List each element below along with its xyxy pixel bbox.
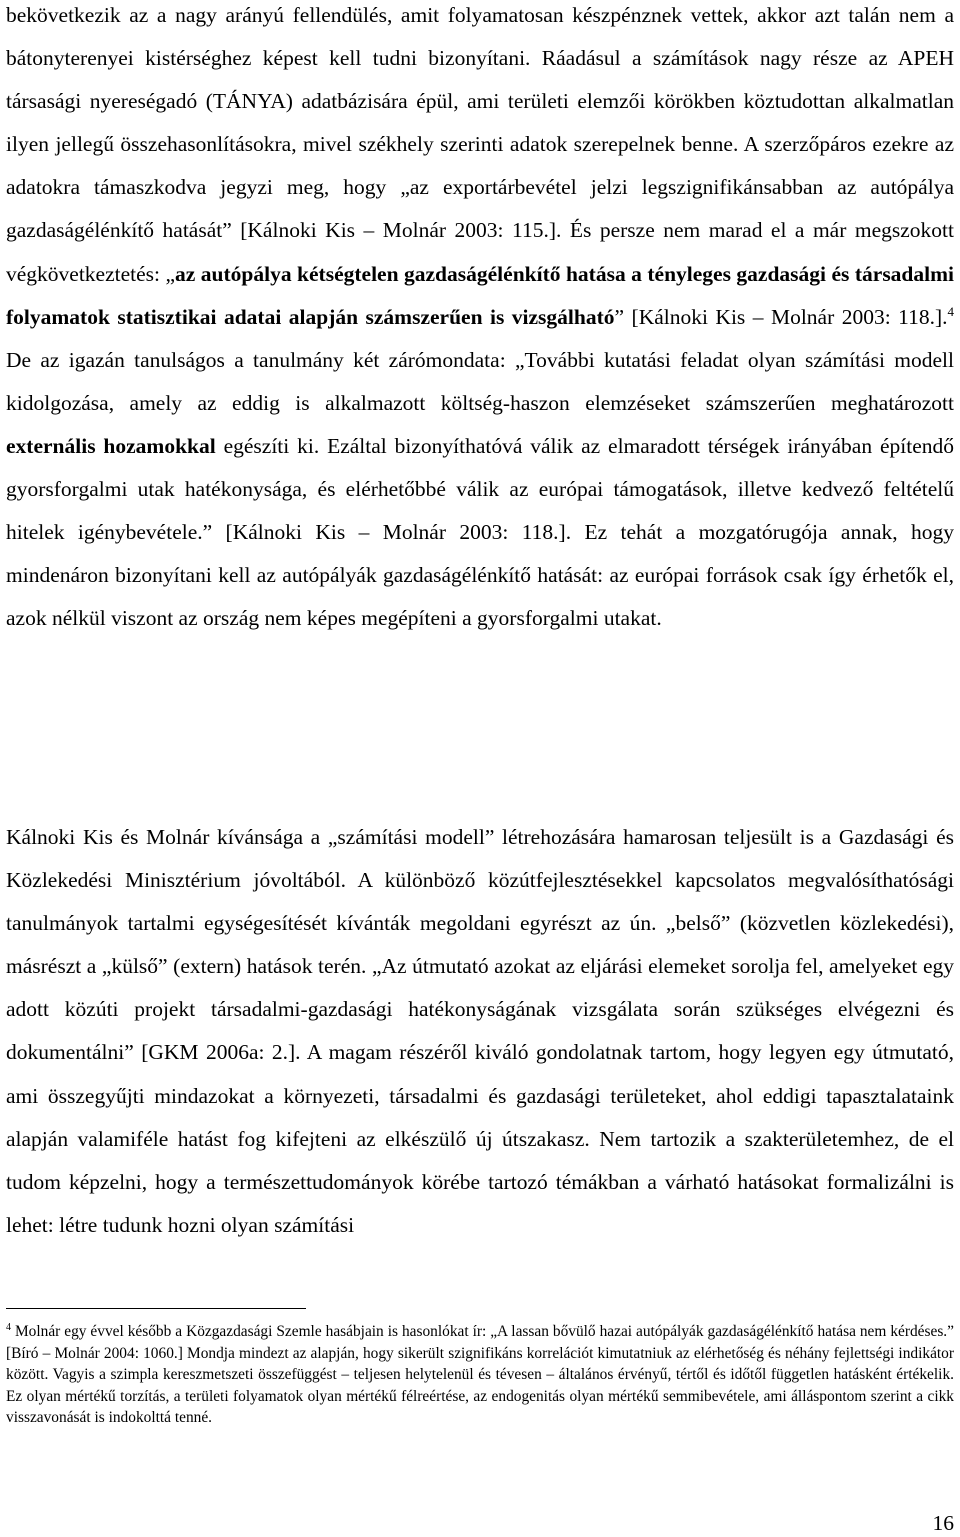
paragraph-text: Kálnoki Kis és Molnár kívánsága a „számítási modell” létrehozására hamarosan teljesült is a Gazdasági és Közlekedési Minisztérium jóvoltából. A különböző közútfejlesztésekkel kapcsolatos megvalósíthatósági tanulmányok tartalmi egységesítését kívánták megoldani egyrészt az ún. „belső” (közvetlen közlekedési), másrészt a „külső” (extern) hatások terén. „Az útmutató azokat az eljárási elemeket sorolja fel, amelyeket egy adott közúti projekt társadalmi-gazdasági hatékonyságának vizsgálata során szükséges elvégezni és dokumentálni” [GKM 2006a: 2.]. A magam részéről kiváló gondolatnak tartom, hogy legyen egy útmutató, ami összegyűjti mindazokat a környezeti, társadalmi és gazdasági területeket, ahol eddigi tapasztalataink alapján valamiféle hatást fog kifejteni az elkészülő új útszakasz. Nem tartozik a szakterületemhez, de el tudom képzelni, hogy a természettudományok körébe tartozó témákban a várható hatásokat formalizálni is lehet: létre tudunk hozni olyan számítási [6,825,954,1237]
footnote [6,1321,954,1429]
footnote-separator [6,1308,306,1309]
paragraph-text: ” [Kálnoki Kis – Molnár 2003: 118.]. [614,304,948,329]
body-paragraph-2 [6,816,954,1247]
body-paragraph-1 [6,0,954,640]
bold-term: externális hozamokkal [6,433,216,458]
paragraph-text: De az igazán tanulságos a tanulmány két zárómondata: „További kutatási feladat olyan számítási modell kidolgozása, amely az eddig is alkalmazott költség-haszon elemzéseket számszerűen meghatározott [6,347,954,415]
paragraph-text: bekövetkezik az a nagy arányú fellendülés, amit folyamatosan készpénznek vettek, akkor azt talán nem a bátonyterenyei kistérséghez képest kell tudni bizonyítani. Ráadásul a számítások nagy része az APEH társasági nyereségadó (TÁNYA) adatbázisára épül, ami területi elemzői körökben köztudottan alkalmatlan ilyen jellegű összehasonlításokra, mivel székhely szerinti adatok szerepelnek benne. A szerzőpáros ezekre az adatokra támaszkodva jegyzi meg, hogy „az exportárbevétel jelzi legszignifikánsabban az autópálya gazdaságélénkítő hatását” [Kálnoki Kis – Molnár 2003: 115.]. És persze nem marad el a már megszokott végkövetkeztetés: „ [6,3,954,286]
bold-quote: az autópálya kétségtelen gazdaságélénkítő hatása a tényleges gazdasági és társadalmi folyamatok statisztikai adatai alapján számszerűen is vizsgálható [6,261,954,329]
page-number: 16 [932,1511,954,1535]
footnote-reference[interactable]: 4 [947,303,954,319]
footnote-text: Molnár egy évvel később a Közgazdasági Szemle hasábjain is hasonlókat ír: „A lassan bővülő hazai autópályák gazdaságélénkítő hatása nem kérdéses.” [Bíró – Molnár 2004: 1060.] Mondja mindezt az alapján, hogy sikerült szignifikáns korrelációt kimutatniuk az elérhetőség és néhány fejlettségi indikátor között. Vagyis a szimpla kereszmetszeti összefüggést – teljesen helytelenül és tévesen – általános érvényű, tértől és időtől független hatásként értékelik. Ez olyan mértékű torzítás, a területi folyamatok olyan mértékű félreértése, az endogenitás olyan mértékű semmibevétele, ami álláspontom szerint a cikk visszavonását is indokolttá tenné. [6,1323,954,1427]
footnote-mark: 4 [6,1321,11,1333]
paragraph-text: egészíti ki. Ezáltal bizonyíthatóvá válik az elmaradott térségek irányában építendő gyorsforgalmi utak hatékonysága, és elérhetőbbé válik az európai támogatások, illetve kedvező feltételű hitelek igénybevétele.” [Kálnoki Kis – Molnár 2003: 118.]. Ez tehát a mozgatórugója annak, hogy mindenáron bizonyítani kell az autópályák gazdaságélénkítő hatását: az európai források csak így érhetők el, azok nélkül viszont az ország nem képes megépíteni a gyorsforgalmi utakat. [6,433,954,631]
